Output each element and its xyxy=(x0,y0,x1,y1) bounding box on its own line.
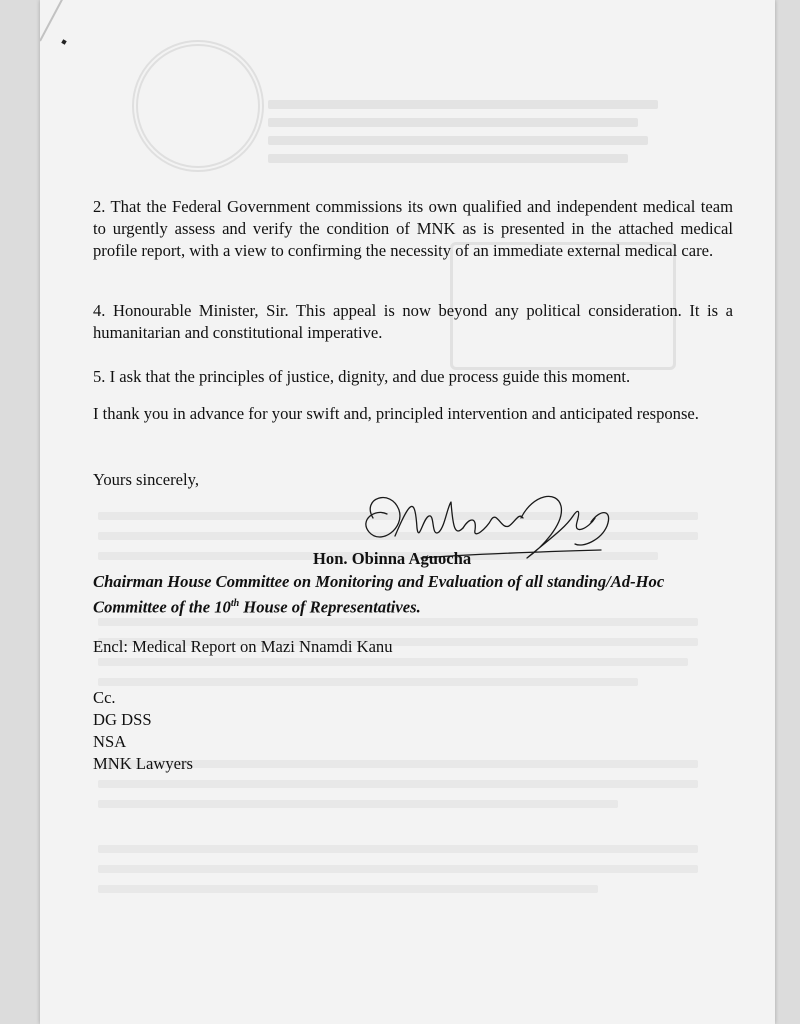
signatory-title-text: Chairman House Committee on Monitoring and Evaluation of all standing/Ad-Hoc Committee of the 10 xyxy=(93,572,665,617)
bleed-through-line xyxy=(98,658,688,666)
bleed-through-line xyxy=(268,154,628,163)
enclosure-note: Encl: Medical Report on Mazi Nnamdi Kanu xyxy=(93,637,393,656)
cc-label: Cc. xyxy=(93,688,116,707)
bleed-through-line xyxy=(98,678,638,686)
bleed-through-line xyxy=(268,100,658,109)
paragraph-5: 5. I ask that the principles of justice, dignity, and due process guide this moment. xyxy=(93,367,631,386)
bleed-through-letterhead xyxy=(268,58,277,92)
bleed-through-line xyxy=(268,118,638,127)
cc-recipient: DG DSS xyxy=(93,710,152,729)
paragraph-2: 2. That the Federal Government commissions its own qualified and independent medical team to urgently assess and verify the condition of MNK as is presented in the attached medical profile report, with a view to confirming the necessity of an immediate external medical care. xyxy=(93,197,733,260)
bleed-through-line xyxy=(98,618,698,626)
cc-recipient: MNK Lawyers xyxy=(93,754,194,773)
scan-artifact xyxy=(61,39,66,44)
ordinal-suffix: th xyxy=(230,598,240,609)
bleed-through-line xyxy=(98,885,598,893)
document-page xyxy=(40,0,775,1024)
complimentary-close: Yours sincerely, xyxy=(93,470,200,489)
signatory-title xyxy=(93,571,703,619)
copy-list xyxy=(93,687,193,775)
closing-thanks: I thank you in advance for your swift and, principled intervention and anticipated response. xyxy=(93,404,699,423)
cc-recipient: NSA xyxy=(93,732,127,751)
bleed-through-line xyxy=(98,800,618,808)
bleed-through-line xyxy=(98,845,698,853)
scan-artifact xyxy=(40,0,69,41)
bleed-through-line xyxy=(98,865,698,873)
bleed-through-line xyxy=(98,780,698,788)
paragraph-4: 4. Honourable Minister, Sir. This appeal is now beyond any political consideration. It is a humanitarian and constitutional imperative. xyxy=(93,301,733,342)
signatory-title-text: House of Representatives. xyxy=(239,597,421,617)
bleed-through-seal xyxy=(132,40,264,172)
signatory-name: Hon. Obinna Aguocha xyxy=(313,549,472,568)
bleed-through-line xyxy=(268,136,648,145)
